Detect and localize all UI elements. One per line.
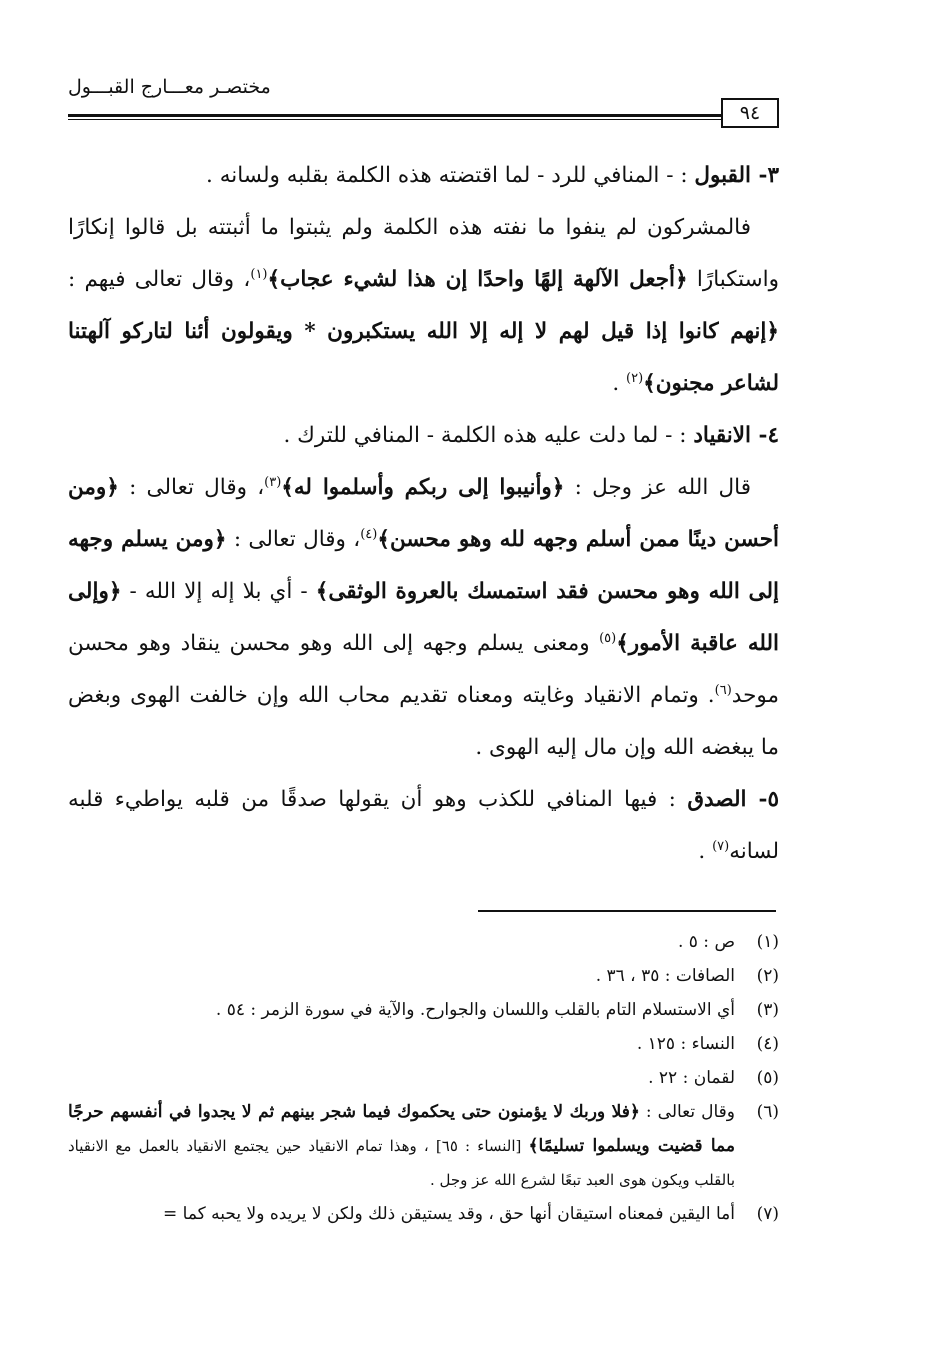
quran-verse: ﴿أجعل الآلهة إلهًا واحدًا إن هذا لشيء عجاب﴾: [267, 267, 688, 292]
paragraph-inqiyad: [68, 410, 779, 462]
paragraph-text: . وتمام الانقياد وغايته ومعناه تقديم محاب الله وإن خالفت الهوى وبغض ما يبغضه الله وإن مال إليه الهوى .: [68, 683, 779, 760]
paragraph-text: .: [612, 371, 627, 396]
paragraph-text: : - المنافي للرد - لما اقتضته هذه الكلمة بقلبه ولسانه .: [206, 163, 695, 188]
quran-verse: ﴿فلا وربك لا يؤمنون حتى يحكموك فيما شجر بينهم ثم لا يجدوا في أنفسهم حرجًا مما قضيت ويسلموا تسليمًا﴾: [68, 1102, 735, 1156]
paragraph-qubul: [68, 150, 779, 202]
footnote-6: [68, 1095, 779, 1197]
footnote-number: (١): [756, 932, 779, 952]
verse-citation: [النساء : ٦٥] ، وهذا تمام الانقياد: [308, 1137, 529, 1155]
footnote-ref: (١): [250, 266, 268, 282]
footnote-ref: (٦): [714, 682, 732, 698]
footnote-text: النساء : ١٢٥ .: [636, 1034, 735, 1054]
footnote-text: ص : ٥ .: [677, 932, 735, 952]
footnote-text: أما اليقين فمعناه استيقان أنها حق ، وقد يستيقن ذلك ولكن لا يريده ولا يحبه كما =: [163, 1204, 735, 1224]
footnote-2: [68, 959, 779, 993]
footnote-text: لقمان : ٢٢ .: [648, 1068, 735, 1088]
footnote-number: (٦): [756, 1102, 779, 1122]
paragraph-text: - أي بلا إله إلا الله -: [121, 579, 316, 604]
footnotes: [68, 925, 779, 1231]
quran-verse: ﴿وأنيبوا إلى ربكم وأسلموا له﴾: [281, 475, 565, 500]
paragraph-sidq: [68, 774, 779, 878]
main-text: [68, 150, 779, 878]
quran-verse: ﴿ومن يسلم وجهه إلى الله وهو محسن فقد استمسك بالعروة الوثقى﴾: [68, 527, 779, 604]
footnote-text-part: وقال تعالى :: [639, 1102, 735, 1122]
paragraph-text: ، وقال تعالى :: [118, 475, 265, 500]
section-heading-inqiyad: ٤- الانقياد: [693, 423, 779, 448]
section-heading-qubul: ٣- القبول: [694, 163, 779, 188]
footnote-5: [68, 1061, 779, 1095]
footnote-separator: [478, 910, 776, 912]
footnote-ref: (٤): [360, 526, 378, 542]
footnote-number: (٧): [756, 1204, 779, 1224]
footnote-text: [68, 1095, 735, 1197]
footnote-3: [68, 993, 779, 1027]
quran-verse: ﴿إنهم كانوا إذا قيل لهم لا إله إلا الله يستكبرون * ويقولون أئنا لتاركو آلهتنا لشاعر مجنون﴾: [68, 319, 779, 396]
footnote-text: الصافات : ٣٥ ، ٣٦ .: [595, 966, 735, 986]
page-number: ٩٤: [721, 98, 779, 128]
paragraph-text: فالمشركون لم ينفوا ما نفته هذه الكلمة ولم يثبتوا ما أثبتته بل قالوا إنكارًا واستكبارًا: [68, 215, 779, 292]
paragraph-text: قال الله عز وجل :: [564, 475, 751, 500]
paragraph-inqiyad-verses: [68, 462, 779, 774]
footnote-ref: (٧): [712, 838, 730, 854]
footnote-text-part: حين يجتمع الانقياد بالعمل مع الانقياد بالقلب ويكون هوى العبد تبعًا لشرع الله عز وجل .: [68, 1137, 735, 1189]
quran-verse: ﴿ومن أحسن دينًا ممن أسلم وجهه لله وهو محسن﴾: [68, 475, 779, 552]
paragraph-mushrikun: [68, 202, 779, 410]
footnote-number: (٥): [756, 1068, 779, 1088]
paragraph-text: ، وقال تعالى :: [226, 527, 361, 552]
paragraph-text: : - لما دلت عليه هذه الكلمة - المنافي للترك .: [283, 423, 694, 448]
section-heading-sidq: ٥- الصدق: [687, 787, 779, 812]
footnote-text: أي الاستسلام التام بالقلب واللسان والجوارح. والآية في سورة الزمر : ٥٤ .: [215, 1000, 735, 1020]
footnote-number: (٣): [756, 1000, 779, 1020]
footnote-4: [68, 1027, 779, 1061]
page-header: [68, 68, 779, 128]
header-double-rule: [68, 114, 779, 120]
footnote-ref: (٢): [626, 370, 644, 386]
footnote-7: [68, 1197, 779, 1231]
paragraph-text: : فيها المنافي للكذب وهو أن يقولها صدقًا من قلبه يواطيء قلبه لسانه: [68, 787, 779, 864]
paragraph-text: ، وقال تعالى فيهم :: [68, 267, 251, 292]
footnote-ref: (٣): [264, 474, 282, 490]
footnote-ref: (٥): [599, 630, 617, 646]
book-title: مختصـر معـــارج القبـــول: [68, 76, 271, 98]
quran-verse: ﴿وإلى الله عاقبة الأمور﴾: [68, 579, 779, 656]
paragraph-text: ومعنى يسلم وجهه إلى الله وهو محسن ينقاد وهو محسن موحد: [68, 631, 779, 708]
paragraph-text: .: [698, 839, 713, 864]
footnote-1: [68, 925, 779, 959]
footnote-number: (٤): [756, 1034, 779, 1054]
footnote-number: (٢): [756, 966, 779, 986]
